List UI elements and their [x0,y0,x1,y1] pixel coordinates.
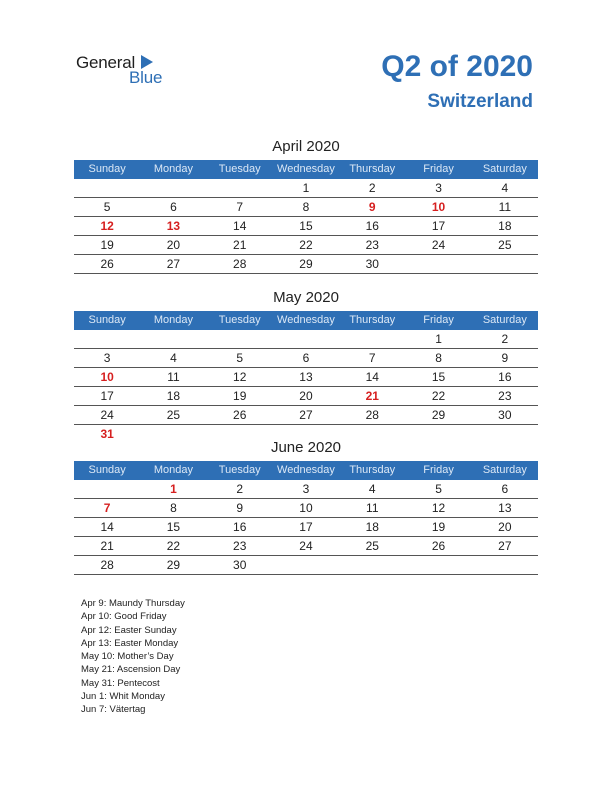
day-cell: 5 [103,200,111,214]
weekday-label: Saturday [482,464,527,476]
day-cell: 7 [368,351,376,365]
day-cell: 26 [233,408,247,422]
day-cell: 11 [366,501,379,515]
day-cell: 29 [299,257,313,271]
holiday-note: Apr 13: Easter Monday [81,637,179,649]
holiday-date: 31 [100,427,114,441]
day-cell: 12 [233,370,247,384]
week-row [74,480,538,499]
day-cell: 1 [435,332,442,346]
week-row [74,518,538,537]
day-cell [405,255,471,273]
day-cell: 23 [233,539,247,553]
day-cell: 24 [299,539,313,553]
day-cell: 16 [365,219,379,233]
week-row [74,556,538,575]
day-cell: 2 [368,181,376,195]
day-cell: 15 [431,370,446,384]
weekday-label: Friday [423,464,454,476]
day-cell: 19 [431,520,446,534]
day-cell: 4 [170,351,177,365]
day-cell: 27 [498,539,512,553]
weekday-label: Thursday [349,314,396,326]
month-may [74,289,538,443]
day-cell: 23 [365,238,379,252]
holiday-date: 1 [170,482,177,496]
holiday-date: 10 [100,370,114,384]
day-cell: 25 [498,238,512,252]
week-row [74,499,538,518]
day-cell [273,556,339,574]
day-cell: 4 [368,482,376,496]
week-row [74,236,538,255]
day-cell: 27 [166,257,181,271]
day-cell: 23 [498,389,512,403]
day-cell: 26 [100,257,114,271]
weekday-label: Saturday [482,163,527,175]
day-cell: 26 [431,539,446,553]
day-cell: 5 [435,482,442,496]
page-title: Q2 of 2020 [381,50,533,83]
day-cell: 9 [236,501,244,515]
day-cell: 17 [431,219,446,233]
weekday-label: Wednesday [277,163,335,175]
day-cell: 30 [233,558,247,572]
day-cell [207,179,273,197]
day-cell: 29 [166,558,181,572]
day-cell: 11 [167,370,180,384]
day-cell: 5 [236,351,244,365]
month-title: May 2020 [273,289,339,306]
day-cell: 27 [299,408,313,422]
day-cell: 14 [365,370,379,384]
holiday-note: May 10: Mother’s Day [81,651,174,663]
day-cell: 20 [166,238,181,252]
day-cell: 22 [299,238,313,252]
day-cell: 3 [103,351,111,365]
day-cell: 4 [501,181,509,195]
day-cell: 20 [299,389,313,403]
day-cell: 21 [100,539,114,553]
weekday-header-row [74,160,538,179]
day-cell: 28 [365,408,379,422]
holiday-date: 12 [100,219,114,233]
day-cell [405,556,471,574]
week-row [74,406,538,425]
page-subtitle: Switzerland [427,91,533,112]
weekday-label: Wednesday [277,314,335,326]
weekday-label: Thursday [349,163,396,175]
holiday-note: Apr 10: Good Friday [81,611,167,623]
weekday-label: Tuesday [218,163,261,175]
day-cell [74,179,140,197]
brand-logo [76,53,186,87]
week-row [74,330,538,349]
month-title: April 2020 [272,138,340,155]
day-cell: 2 [236,482,244,496]
day-cell: 18 [498,219,512,233]
holiday-date: 13 [166,219,181,233]
day-cell: 9 [501,351,509,365]
month-april [74,138,538,274]
holiday-note: Jun 7: Vätertag [81,704,146,716]
holiday-date: 10 [431,200,446,214]
day-cell: 2 [501,332,509,346]
day-cell: 22 [431,389,446,403]
week-row [74,349,538,368]
week-row [74,537,538,556]
day-cell: 19 [100,238,114,252]
day-cell: 30 [365,257,379,271]
day-cell: 17 [100,389,114,403]
weekday-label: Tuesday [218,314,261,326]
logo-text-blue: Blue [129,68,163,87]
week-row [74,387,538,406]
logo-flag-icon [140,55,153,69]
day-cell [472,556,538,574]
holiday-date: 9 [368,200,376,214]
day-cell [339,556,405,574]
holiday-note: Apr 9: Maundy Thursday [81,598,185,609]
day-cell: 22 [166,539,181,553]
day-cell: 28 [100,558,114,572]
holiday-note: May 21: Ascension Day [81,664,181,676]
day-cell: 11 [498,200,512,214]
weekday-label: Sunday [88,314,126,326]
month-june [74,439,538,575]
day-cell: 1 [302,181,310,195]
weekday-label: Tuesday [218,464,261,476]
day-cell: 29 [431,408,446,422]
holiday-notes [81,597,185,717]
day-cell: 20 [498,520,512,534]
day-cell: 14 [233,219,247,233]
weekday-label: Monday [153,163,193,175]
week-row [74,198,538,217]
day-cell: 10 [299,501,313,515]
day-cell: 25 [166,408,181,422]
day-cell [74,480,140,498]
day-cell: 6 [501,482,509,496]
day-cell: 30 [498,408,512,422]
day-cell: 21 [233,238,247,252]
day-cell: 12 [431,501,446,515]
day-cell: 3 [435,181,442,195]
weekday-label: Saturday [482,314,527,326]
week-row [74,179,538,198]
holiday-date: 7 [103,501,111,515]
weekday-label: Thursday [349,464,396,476]
day-cell [207,330,273,348]
day-cell: 14 [100,520,114,534]
day-cell [140,179,206,197]
day-cell [273,330,339,348]
day-cell: 24 [431,238,446,252]
day-cell: 18 [166,389,181,403]
weekday-label: Monday [153,464,193,476]
day-cell: 3 [302,482,310,496]
day-cell: 16 [498,370,512,384]
weekday-label: Sunday [88,464,126,476]
day-cell: 8 [170,501,177,515]
day-cell: 25 [365,539,379,553]
day-cell: 13 [299,370,313,384]
day-cell: 8 [302,200,310,214]
day-cell: 24 [100,408,114,422]
weekday-label: Friday [423,314,454,326]
weekday-label: Wednesday [277,464,335,476]
day-cell: 8 [435,351,442,365]
day-cell: 7 [236,200,244,214]
month-title: June 2020 [270,439,342,456]
day-cell [472,255,538,273]
weekday-label: Sunday [88,163,126,175]
weekday-header-row [74,311,538,330]
logo-text-general: General [76,53,136,72]
day-cell: 6 [302,351,310,365]
day-cell: 18 [365,520,379,534]
day-cell: 6 [170,200,177,214]
day-cell: 15 [299,219,313,233]
day-cell: 28 [233,257,247,271]
day-cell [74,330,140,348]
week-row [74,255,538,274]
holiday-note: Apr 12: Easter Sunday [81,624,177,636]
day-cell [339,330,405,348]
weekday-header-row [74,461,538,480]
weekday-label: Monday [153,314,193,326]
day-cell: 17 [299,520,313,534]
week-row [74,368,538,387]
holiday-note: May 31: Pentecost [81,677,160,689]
holiday-date: 21 [365,389,379,403]
week-row [74,217,538,236]
day-cell: 16 [233,520,247,534]
day-cell: 19 [233,389,247,403]
day-cell: 13 [498,501,512,515]
day-cell [140,330,206,348]
day-cell: 15 [166,520,181,534]
weekday-label: Friday [423,163,454,175]
holiday-note: Jun 1: Whit Monday [81,691,165,703]
